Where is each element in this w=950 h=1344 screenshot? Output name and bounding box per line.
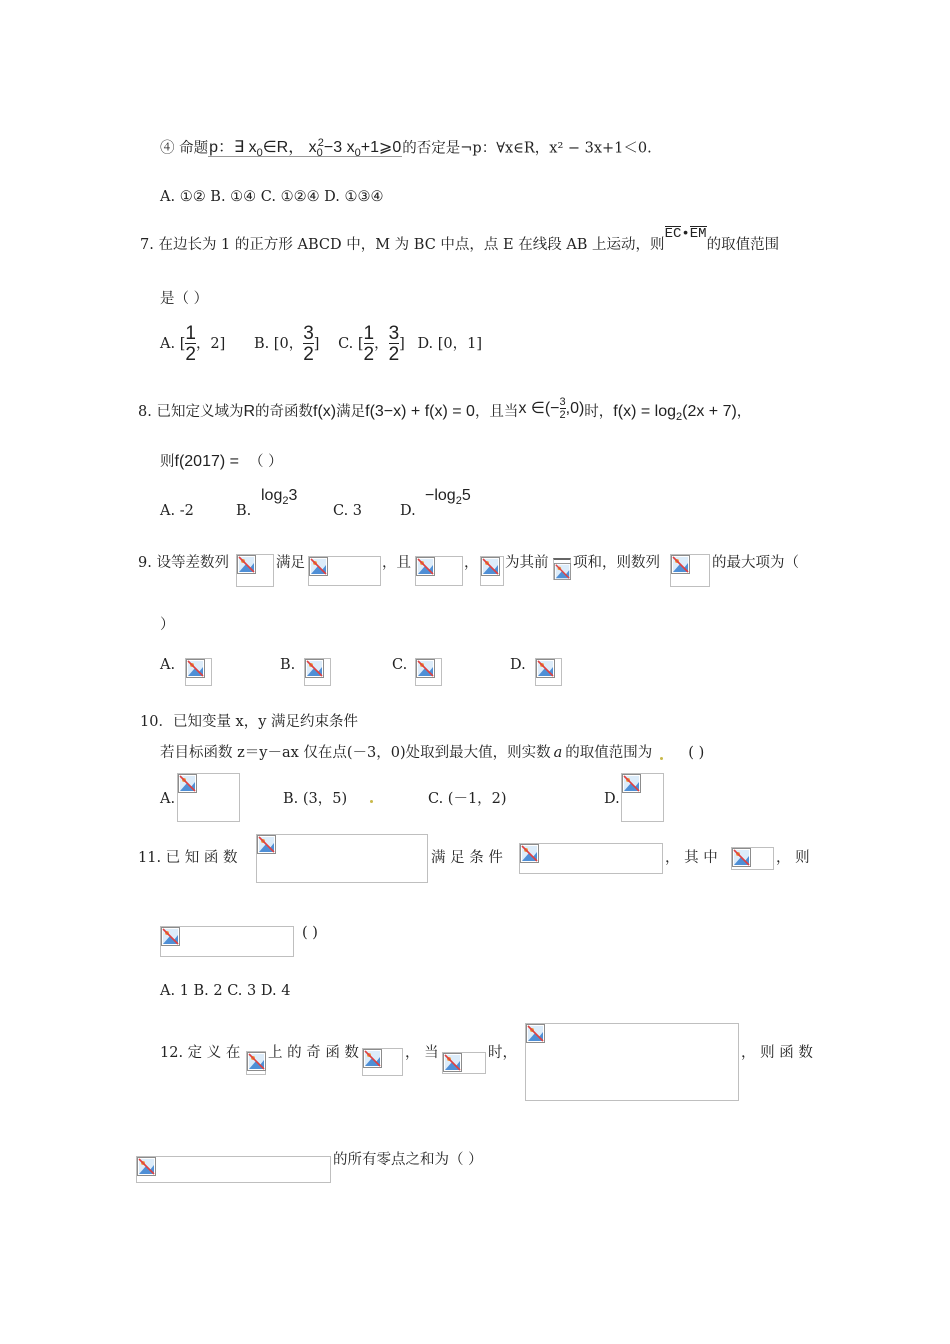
broken-image-icon — [178, 774, 197, 793]
q9-option-b: B. — [280, 657, 296, 673]
q6-statement-4 — [160, 138, 652, 160]
q10-stem: 10．已知变量 x，y 满足约束条件 — [140, 714, 359, 730]
broken-image-icon — [622, 774, 641, 793]
q7-option-a: A. [ $\frac{1}{2}$ ，2] — [160, 323, 226, 365]
q8-option-d: D. — [400, 503, 416, 519]
q9-image-sequence-2 — [670, 554, 710, 587]
broken-image-icon — [363, 1049, 382, 1068]
broken-image-icon — [257, 835, 276, 854]
broken-image-icon — [305, 659, 324, 678]
q12-text-5: ， 则 函 数 — [741, 1045, 813, 1061]
q9-text-4: ， — [464, 555, 479, 571]
q10-option-a-image — [177, 773, 240, 822]
q6-prefix: ④ 命题 — [160, 140, 209, 157]
q9-image-n — [553, 558, 571, 580]
broken-image-icon — [526, 1024, 545, 1043]
q11-text-1: 11. 已 知 函 数 — [138, 850, 238, 866]
q9-option-c: C. — [392, 657, 408, 673]
q10-stem-2: 若目标函数 z＝y－ax 仅在点(－3，0)处取到最大值，则实数 a 的取值范围为 ( ) — [160, 745, 705, 761]
q7-stem: 7. 在边长为 1 的正方形 ABCD 中，M 为 BC 中点，点 E 在线段 AB 上运动，则EC•EM的取值范围 — [140, 226, 780, 253]
q9-option-d: D. — [510, 657, 526, 673]
decorative-dot — [660, 757, 663, 760]
q12-image-domain — [246, 1051, 266, 1075]
q10-option-b: B. (3，5) — [283, 791, 348, 807]
q9-text-8: ） — [160, 617, 175, 633]
broken-image-icon — [671, 555, 690, 574]
q8-function: $f(x) = \log_2(2x + 7)$ — [613, 403, 737, 424]
q7-stem-2: 是（ ） — [160, 291, 209, 307]
q10-option-d: D. — [604, 791, 620, 807]
q11-image-expression — [160, 926, 294, 957]
q6-negation: 的否定是¬p：∀x∈R，x² − 3x+1＜0. — [402, 140, 652, 157]
q8-option-d-value: $-\log_25$ — [425, 487, 471, 508]
q9-text-1: 9. 设等差数列 — [138, 555, 229, 571]
q9-option-a-image — [185, 658, 212, 686]
q11-text-2: 满 足 条 件 — [431, 850, 503, 866]
broken-image-icon — [137, 1157, 156, 1176]
q6-proposition: p：∃ $x_0\in R$， $x_0^2-3$ $x_0+1⩾0$ — [209, 137, 402, 160]
q9-option-c-image — [415, 658, 442, 686]
broken-image-icon — [536, 659, 555, 678]
q10-option-c: C. (－1，2) — [428, 791, 507, 807]
q8-option-b: B. — [236, 503, 252, 519]
broken-image-icon — [161, 927, 180, 946]
broken-image-icon — [481, 557, 500, 576]
q8-condition: x ∈(− $\frac{3}{2}$ ,0) — [518, 396, 585, 421]
q10-option-a: A. — [160, 791, 176, 807]
q8-option-c: C. 3 — [333, 503, 363, 519]
q9-option-a: A. — [160, 657, 176, 673]
q12-text-4: 时， — [488, 1045, 517, 1061]
q12-text-1: 12. 定 义 在 — [160, 1045, 241, 1061]
broken-image-icon — [247, 1052, 266, 1071]
broken-image-icon — [186, 659, 205, 678]
q9-image-condition-1 — [308, 556, 381, 586]
q9-text-2: 满足 — [276, 555, 305, 571]
q9-text-5: 为其前 — [505, 555, 549, 571]
broken-image-icon — [416, 659, 435, 678]
broken-image-icon — [237, 555, 256, 574]
q8-stem: 8. 已知定义域为R的奇函数f(x)满足f(3−x) + f(x) = 0，且当x ∈(− $\frac{3}{2}$ ,0)时，$f(x) = \log_2(2x + 7)$， — [138, 396, 752, 424]
q12-image-definition — [525, 1023, 739, 1101]
q7-options — [160, 324, 482, 364]
q11-text-4: ， 则 — [776, 850, 810, 866]
q7-option-b: B. [0， $\frac{3}{2}$ ] — [253, 323, 320, 365]
broken-image-icon — [443, 1053, 462, 1072]
q9-text-6: 项和，则数列 — [573, 555, 660, 571]
q12-text-6: 的所有零点之和为（ ） — [333, 1152, 483, 1168]
decorative-dot — [370, 800, 373, 803]
q9-image-condition-2 — [415, 556, 463, 586]
q11-text-5: ( ) — [302, 925, 318, 941]
q9-text-7: 的最大项为（ — [712, 555, 799, 571]
broken-image-icon — [309, 557, 328, 576]
q12-text-3: ， 当 — [405, 1045, 439, 1061]
q7-vector-product: EC•EM — [664, 226, 707, 242]
q10-option-d-image — [621, 773, 664, 822]
q9-option-d-image — [535, 658, 562, 686]
q6-options: A. ①② B. ①④ C. ①②④ D. ①③④ — [160, 189, 384, 205]
q12-image-expression — [136, 1156, 331, 1183]
q11-options: A. 1 B. 2 C. 3 D. 4 — [160, 983, 291, 999]
q9-image-sequence — [236, 554, 274, 587]
q7-option-d: D. [0，1] — [417, 336, 483, 352]
q11-image-where — [731, 847, 774, 870]
q12-text-2: 上 的 奇 函 数 — [268, 1045, 359, 1061]
q8-stem-2: 则f(2017) = （ ） — [160, 453, 283, 470]
q8-option-a: A. -2 — [160, 503, 194, 519]
broken-image-icon — [416, 557, 435, 576]
broken-image-icon — [732, 848, 751, 867]
q8-option-b-value: $\log_23$ — [261, 487, 298, 508]
q12-image-interval — [442, 1052, 486, 1074]
q9-image-sn — [480, 556, 504, 586]
broken-image-icon — [520, 844, 539, 863]
q11-image-function — [256, 834, 428, 883]
q9-option-b-image — [304, 658, 331, 686]
q7-option-c: C. [ $\frac{1}{2}$ ， $\frac{3}{2}$ ] — [338, 323, 405, 365]
q11-image-condition — [519, 843, 663, 874]
q9-text-3: ，且 — [382, 555, 411, 571]
q12-image-function — [362, 1048, 403, 1076]
broken-image-icon — [554, 563, 571, 580]
q11-text-3: ， 其 中 — [665, 850, 718, 866]
